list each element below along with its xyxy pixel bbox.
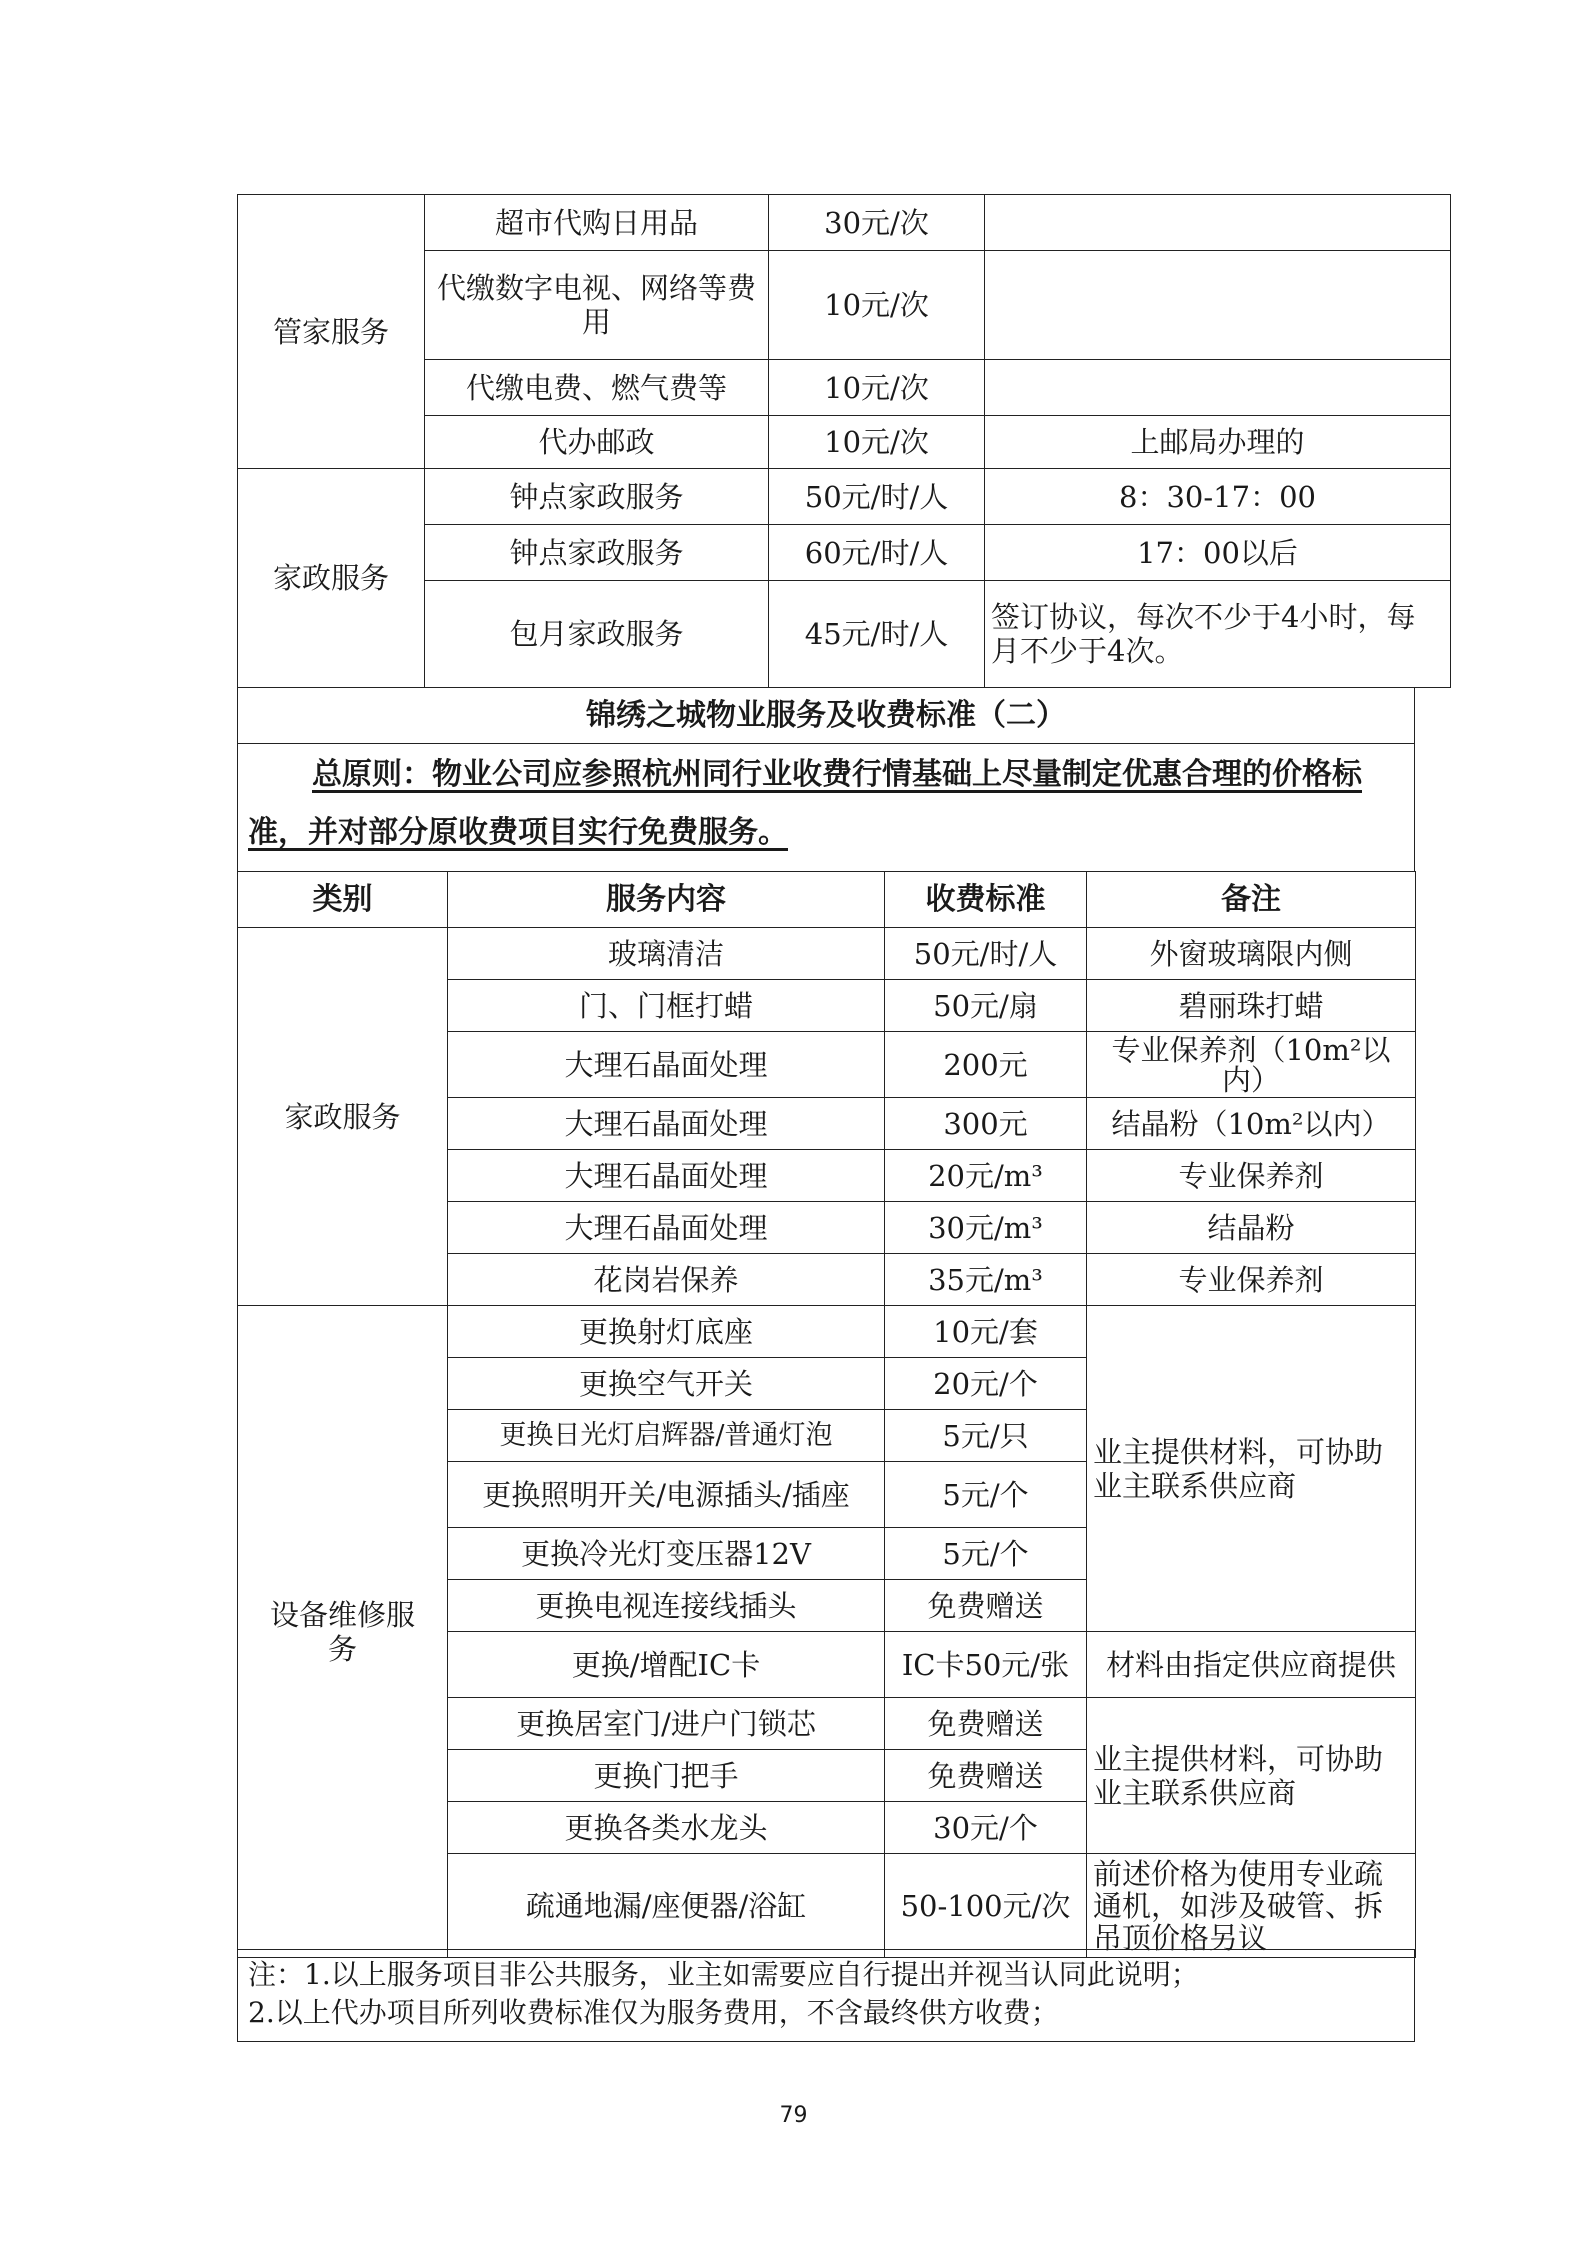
service-cell: 钟点家政服务 (425, 469, 769, 525)
price-cell: 10元/套 (885, 1306, 1087, 1358)
price-cell: 30元/m³ (885, 1202, 1087, 1254)
header-price: 收费标准 (885, 872, 1087, 928)
section-heading-table (237, 687, 1415, 872)
fee-table-part2 (237, 871, 1416, 1958)
service-cell: 更换射灯底座 (448, 1306, 885, 1358)
price-cell: 50元/扇 (885, 980, 1087, 1032)
note-cell: 专业保养剂 (1087, 1254, 1416, 1306)
service-cell: 玻璃清洁 (448, 928, 885, 980)
service-cell: 大理石晶面处理 (448, 1150, 885, 1202)
service-cell: 大理石晶面处理 (448, 1032, 885, 1098)
price-cell: 10元/次 (769, 416, 985, 469)
category-cell: 设备维修服务 (238, 1306, 448, 1958)
price-cell: IC卡50元/张 (885, 1632, 1087, 1698)
note-cell: 结晶粉 (1087, 1202, 1416, 1254)
price-cell: 免费赠送 (885, 1698, 1087, 1750)
note-cell: 8：30-17：00 (985, 469, 1451, 525)
service-cell: 更换居室门/进户门锁芯 (448, 1698, 885, 1750)
note-cell: 上邮局办理的 (985, 416, 1451, 469)
note-cell: 17：00以后 (985, 525, 1451, 581)
price-cell: 300元 (885, 1098, 1087, 1150)
price-cell: 20元/个 (885, 1358, 1087, 1410)
price-cell: 免费赠送 (885, 1750, 1087, 1802)
service-cell: 更换电视连接线插头 (448, 1580, 885, 1632)
header-service: 服务内容 (448, 872, 885, 928)
price-cell: 45元/时/人 (769, 581, 985, 688)
service-cell: 包月家政服务 (425, 581, 769, 688)
service-cell: 更换日光灯启辉器/普通灯泡 (448, 1410, 885, 1462)
price-cell: 50元/时/人 (769, 469, 985, 525)
service-cell: 更换门把手 (448, 1750, 885, 1802)
service-cell: 更换冷光灯变压器12V (448, 1528, 885, 1580)
price-cell: 30元/个 (885, 1802, 1087, 1854)
footnote-1: 注：1.以上服务项目非公共服务，业主如需要应自行提出并视当认同此说明； (248, 1958, 1199, 1991)
service-cell: 代缴电费、燃气费等 (425, 360, 769, 416)
footnote-2: 2.以上代办项目所列收费标准仅为服务费用，不含最终供方收费； (248, 1996, 1059, 2029)
price-cell: 10元/次 (769, 360, 985, 416)
section-title: 锦绣之城物业服务及收费标准（二） (238, 688, 1415, 744)
service-cell: 代缴数字电视、网络等费用 (425, 251, 769, 360)
note-cell (985, 251, 1451, 360)
page-number: 79 (779, 2103, 808, 2128)
note-cell: 专业保养剂 (1087, 1150, 1416, 1202)
note-cell: 材料由指定供应商提供 (1087, 1632, 1416, 1698)
price-cell: 20元/m³ (885, 1150, 1087, 1202)
price-cell: 免费赠送 (885, 1580, 1087, 1632)
price-cell: 50-100元/次 (885, 1854, 1087, 1958)
note-cell: 专业保养剂（10m²以内） (1087, 1032, 1416, 1098)
price-cell: 5元/个 (885, 1462, 1087, 1528)
price-cell: 10元/次 (769, 251, 985, 360)
note-cell: 碧丽珠打蜡 (1087, 980, 1416, 1032)
note-cell (985, 195, 1451, 251)
header-category: 类别 (238, 872, 448, 928)
note-cell-merged: 业主提供材料，可协助业主联系供应商 (1087, 1698, 1416, 1854)
service-cell: 更换照明开关/电源插头/插座 (448, 1462, 885, 1528)
note-cell: 外窗玻璃限内侧 (1087, 928, 1416, 980)
category-cell: 家政服务 (238, 928, 448, 1306)
service-cell: 代办邮政 (425, 416, 769, 469)
service-cell: 花岗岩保养 (448, 1254, 885, 1306)
service-cell: 大理石晶面处理 (448, 1202, 885, 1254)
price-cell: 35元/m³ (885, 1254, 1087, 1306)
category-cell: 家政服务 (238, 469, 425, 688)
price-cell: 30元/次 (769, 195, 985, 251)
note-cell-merged: 业主提供材料，可协助业主联系供应商 (1087, 1306, 1416, 1632)
price-cell: 60元/时/人 (769, 525, 985, 581)
price-cell: 50元/时/人 (885, 928, 1087, 980)
service-cell: 更换/增配IC卡 (448, 1632, 885, 1698)
service-cell: 钟点家政服务 (425, 525, 769, 581)
general-principle (238, 744, 1415, 872)
service-cell: 更换空气开关 (448, 1358, 885, 1410)
service-cell: 疏通地漏/座便器/浴缸 (448, 1854, 885, 1958)
footnote-table (237, 1949, 1415, 2042)
note-cell: 前述价格为使用专业疏通机，如涉及破管、拆吊顶价格另议 (1087, 1854, 1416, 1958)
service-cell: 更换各类水龙头 (448, 1802, 885, 1854)
note-cell: 签订协议，每次不少于4小时，每月不少于4次。 (985, 581, 1451, 688)
note-cell: 结晶粉（10m²以内） (1087, 1098, 1416, 1150)
header-note: 备注 (1087, 872, 1416, 928)
service-cell: 超市代购日用品 (425, 195, 769, 251)
fee-table-part1 (237, 194, 1451, 688)
price-cell: 200元 (885, 1032, 1087, 1098)
category-cell: 管家服务 (238, 195, 425, 469)
price-cell: 5元/个 (885, 1528, 1087, 1580)
price-cell: 5元/只 (885, 1410, 1087, 1462)
footnotes (238, 1950, 1415, 2042)
principle-text: 总原则：物业公司应参照杭州同行业收费行情基础上尽量制定优惠合理的价格标准，并对部分原收费项目实行免费服务。 (248, 757, 1362, 850)
service-cell: 门、门框打蜡 (448, 980, 885, 1032)
service-cell: 大理石晶面处理 (448, 1098, 885, 1150)
note-cell (985, 360, 1451, 416)
